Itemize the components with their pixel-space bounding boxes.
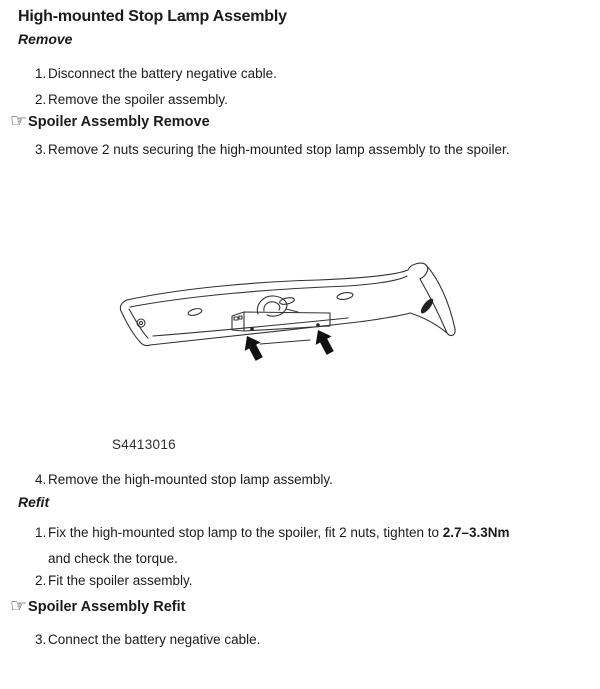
step-number: 3. [35,632,47,647]
figure-caption: S4413016 [112,437,176,452]
step-text-pre: Fix the high-mounted stop lamp to the spoiler, fit 2 nuts, tighten to [48,525,443,540]
torque-value: 2.7–3.3Nm [442,525,510,540]
nut-arrow-left [239,332,267,363]
remove-step-4 [0,471,592,488]
remove-step-2 [0,91,592,108]
pointing-hand-icon: ☞ [10,110,28,132]
step-text-line2: and check the torque. [48,551,178,566]
step-text [48,520,592,572]
step-text: Connect the battery negative cable. [48,632,261,647]
crossref-label: Spoiler Assembly Remove [28,114,210,130]
step-text: Fit the spoiler assembly. [48,573,193,588]
page-title: High-mounted Stop Lamp Assembly [18,8,287,25]
step-number: 2. [35,573,47,588]
pointing-hand-icon: ☞ [10,595,28,617]
step-text: Remove the spoiler assembly. [48,92,228,107]
crossref-spoiler-assembly-refit[interactable] [10,597,185,616]
step-number: 1. [35,66,47,81]
step-number: 2. [35,92,47,107]
spoiler-drawing [108,256,473,364]
remove-step-1 [0,65,592,82]
step-text: Remove the high-mounted stop lamp assembly. [48,472,333,487]
step-text: Remove 2 nuts securing the high-mounted stop lamp assembly to the spoiler. [48,142,510,157]
crossref-spoiler-assembly-remove[interactable] [10,112,210,131]
figure-stop-lamp-illustration [108,256,473,364]
nut-arrow-right [310,326,338,357]
refit-step-3 [0,631,592,648]
refit-step-2 [0,572,592,589]
step-number: 1. [35,525,47,540]
step-number: 3. [35,142,47,157]
refit-step-1 [0,520,592,572]
remove-step-3 [0,141,592,158]
step-text: Disconnect the battery negative cable. [48,66,277,81]
step-number: 4. [35,472,47,487]
refit-heading: Refit [18,494,50,510]
remove-heading: Remove [18,31,73,47]
crossref-label: Spoiler Assembly Refit [28,599,186,615]
